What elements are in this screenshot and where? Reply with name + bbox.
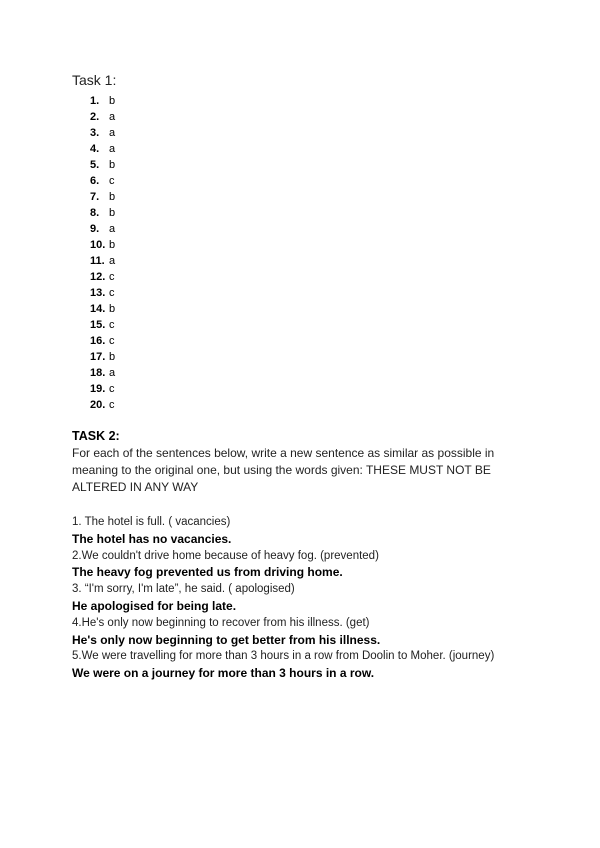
answer-text: The hotel has no vacancies. — [72, 531, 232, 546]
answer-number: 10. — [90, 239, 106, 251]
answer-letter: b — [109, 191, 116, 203]
question-text: 5.We were travelling for more than 3 hours in a row from Doolin to Moher. (journey) — [72, 650, 495, 663]
answer-text: The heavy fog prevented us from driving home. — [72, 565, 343, 580]
answer-letter: b — [109, 95, 116, 107]
answer-number: 3. — [90, 127, 100, 139]
answer-item — [90, 253, 115, 269]
answer-item — [90, 397, 115, 413]
answer-item — [90, 269, 115, 285]
answer-item — [90, 333, 115, 349]
task1-title: Task 1: — [72, 72, 117, 88]
answer-number: 13. — [90, 287, 106, 299]
task2-title: TASK 2: — [72, 429, 120, 443]
answer-item — [90, 285, 115, 301]
answer-item — [90, 157, 115, 173]
answer-item — [90, 109, 115, 125]
answer-text: He's only now beginning to get better from his illness. — [72, 632, 381, 647]
answer-letter: b — [109, 351, 116, 363]
answer-letter: b — [109, 207, 116, 219]
answer-item — [90, 205, 115, 221]
answer-letter: a — [109, 255, 116, 267]
answer-number: 14. — [90, 303, 106, 315]
question-text: 2.We couldn't drive home because of heavy fog. (prevented) — [72, 549, 379, 562]
answer-number: 1. — [90, 95, 100, 107]
answer-item — [90, 317, 115, 333]
answer-text: He apologised for being late. — [72, 598, 237, 613]
answer-letter: b — [109, 159, 116, 171]
answer-item — [90, 189, 115, 205]
answer-number: 16. — [90, 335, 106, 347]
answer-letter: a — [109, 127, 116, 139]
answer-letter: c — [109, 287, 115, 299]
answer-item — [90, 173, 115, 189]
answer-letter: c — [109, 335, 115, 347]
answer-number: 8. — [90, 207, 100, 219]
question-text: 1. The hotel is full. ( vacancies) — [72, 516, 231, 528]
answer-number: 20. — [90, 399, 106, 411]
answer-letter: b — [109, 303, 116, 315]
answer-number: 9. — [90, 223, 100, 235]
answer-letter: c — [109, 399, 115, 411]
answer-item — [90, 365, 115, 381]
answer-number: 5. — [90, 159, 100, 171]
answer-letter: a — [109, 111, 116, 123]
answer-letter: a — [109, 367, 116, 379]
answer-item — [90, 221, 115, 237]
answer-number: 19. — [90, 383, 106, 395]
answer-number: 7. — [90, 191, 100, 203]
answer-letter: c — [109, 271, 115, 283]
answer-letter: a — [109, 223, 116, 235]
task2-instructions: For each of the sentences below, write a new sentence as similar as possible in meaning to the original one, but using the words given: THESE MUST NOT BE ALTERED IN ANY WAY — [72, 446, 495, 494]
answer-item — [90, 141, 115, 157]
answer-number: 2. — [90, 111, 100, 123]
answer-letter: c — [109, 383, 115, 395]
answer-letter: c — [109, 319, 115, 331]
answer-letter: a — [109, 143, 116, 155]
answer-letter: b — [109, 239, 116, 251]
answer-item — [90, 125, 115, 141]
answer-number: 4. — [90, 143, 100, 155]
answer-number: 11. — [90, 255, 105, 267]
question-text: 3. “I'm sorry, I'm late”, he said. ( apologised) — [72, 583, 295, 596]
answer-item — [90, 237, 115, 253]
answer-text: We were on a journey for more than 3 hours in a row. — [72, 666, 375, 681]
question-text: 4.He's only now beginning to recover from his illness. (get) — [72, 616, 370, 629]
answer-item — [90, 381, 115, 397]
task2-items — [72, 514, 542, 682]
answer-number: 17. — [90, 351, 106, 363]
answer-item — [90, 301, 115, 317]
answer-number: 18. — [90, 367, 106, 379]
answer-number: 15. — [90, 319, 106, 331]
answer-item — [90, 349, 115, 365]
answer-letter: c — [109, 175, 115, 187]
answer-item — [90, 93, 115, 109]
answer-number: 6. — [90, 175, 100, 187]
answer-number: 12. — [90, 271, 106, 283]
task1-answer-list — [90, 93, 115, 413]
